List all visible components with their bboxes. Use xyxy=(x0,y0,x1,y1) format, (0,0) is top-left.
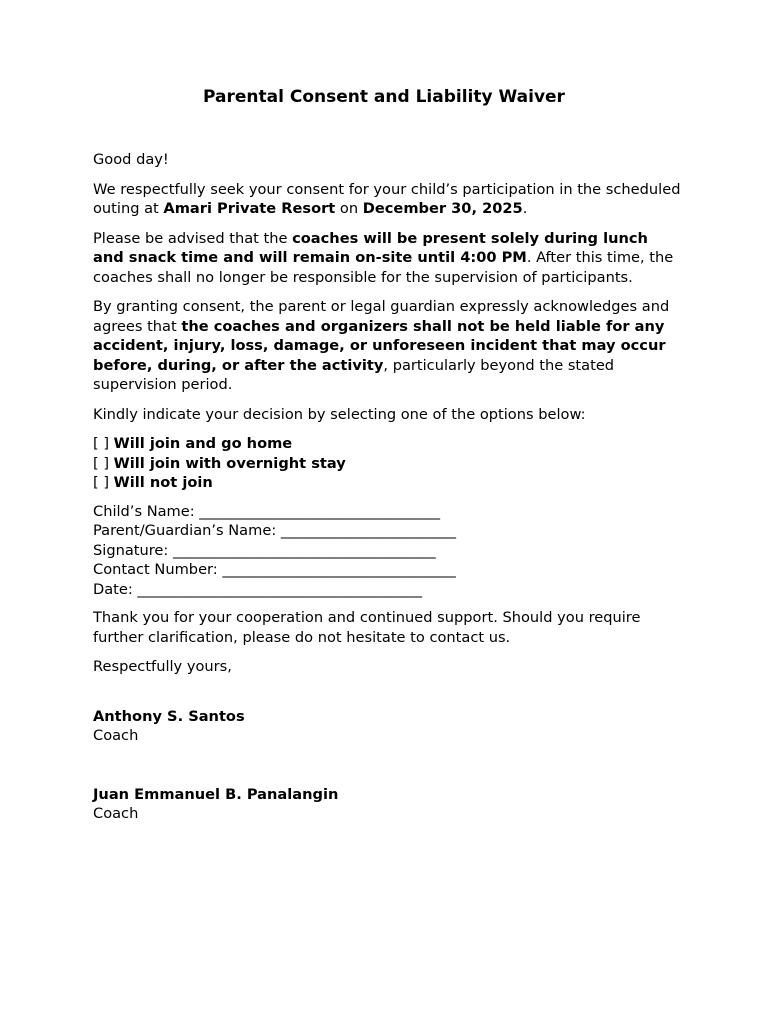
greeting: Good day! xyxy=(93,151,169,168)
instruction-text: Kindly indicate your decision by selecting one of the options below: xyxy=(93,405,586,423)
option-checkbox[interactable]: [ ] xyxy=(93,435,114,452)
contact-number-field[interactable]: Contact Number: ________________________________ xyxy=(93,561,456,578)
para1-text-3: . xyxy=(522,200,528,217)
option-checkbox[interactable]: [ ] xyxy=(93,454,114,472)
para2-text-2: . After this time, the coaches shall no longer be responsible for the supervision of participants. xyxy=(93,249,674,286)
thanks-paragraph: Thank you for your cooperation and continued support. Should you require further clarification, please do not hesitate to contact us. xyxy=(93,609,641,646)
option-join-overnight[interactable] xyxy=(93,454,683,474)
option-not-join[interactable] xyxy=(93,473,683,493)
closing-line: Respectfully yours, xyxy=(93,658,232,675)
para1-text-2: on xyxy=(335,200,363,217)
signer-role: Coach xyxy=(93,805,139,822)
signer-role: Coach xyxy=(93,727,139,744)
option-label: Will join and go home xyxy=(113,435,293,452)
supervision-terms: coaches will be present solely during lunch and snack time and will remain on-site until 4:00 PM xyxy=(93,229,648,266)
option-checkbox[interactable]: [ ] xyxy=(93,474,114,491)
event-date: December 30, 2025 xyxy=(362,200,523,217)
paragraph-supervision xyxy=(93,229,683,288)
option-join-go-home[interactable] xyxy=(93,434,683,454)
para2-text: Please be advised that the xyxy=(93,229,293,247)
liability-terms: the coaches and organizers shall not be held liable for any accident, injury, loss, damage, or unforeseen incident that may occur before, during, or after the activity xyxy=(93,317,666,374)
signer-block xyxy=(93,707,683,746)
para1-text: We respectfully seek your consent for your child’s participation in the scheduled outing at xyxy=(93,180,681,217)
guardian-name-field[interactable]: Parent/Guardian’s Name: ________________________ xyxy=(93,522,457,539)
signer-name: Juan Emmanuel B. Panalangin xyxy=(93,785,339,803)
paragraph-participation xyxy=(93,180,683,219)
document-title: Parental Consent and Liability Waiver xyxy=(203,87,565,107)
venue-name: Amari Private Resort xyxy=(163,200,336,217)
date-field[interactable]: Date: _______________________________________ xyxy=(93,580,423,598)
para3-text-2: , particularly beyond the stated supervision period. xyxy=(93,356,615,393)
option-label: Will not join xyxy=(113,474,213,491)
decision-options xyxy=(93,434,683,493)
paragraph-liability xyxy=(93,297,683,395)
signer-name: Anthony S. Santos xyxy=(93,707,245,725)
document-body xyxy=(93,150,683,824)
signature-field[interactable]: Signature: ____________________________________ xyxy=(93,541,436,559)
option-label: Will join with overnight stay xyxy=(113,454,346,472)
form-fields xyxy=(93,502,683,600)
child-name-field[interactable]: Child’s Name: _________________________________ xyxy=(93,502,441,520)
signer-block xyxy=(93,785,683,824)
para3-text: By granting consent, the parent or legal guardian expressly acknowledges and agrees that xyxy=(93,298,670,335)
